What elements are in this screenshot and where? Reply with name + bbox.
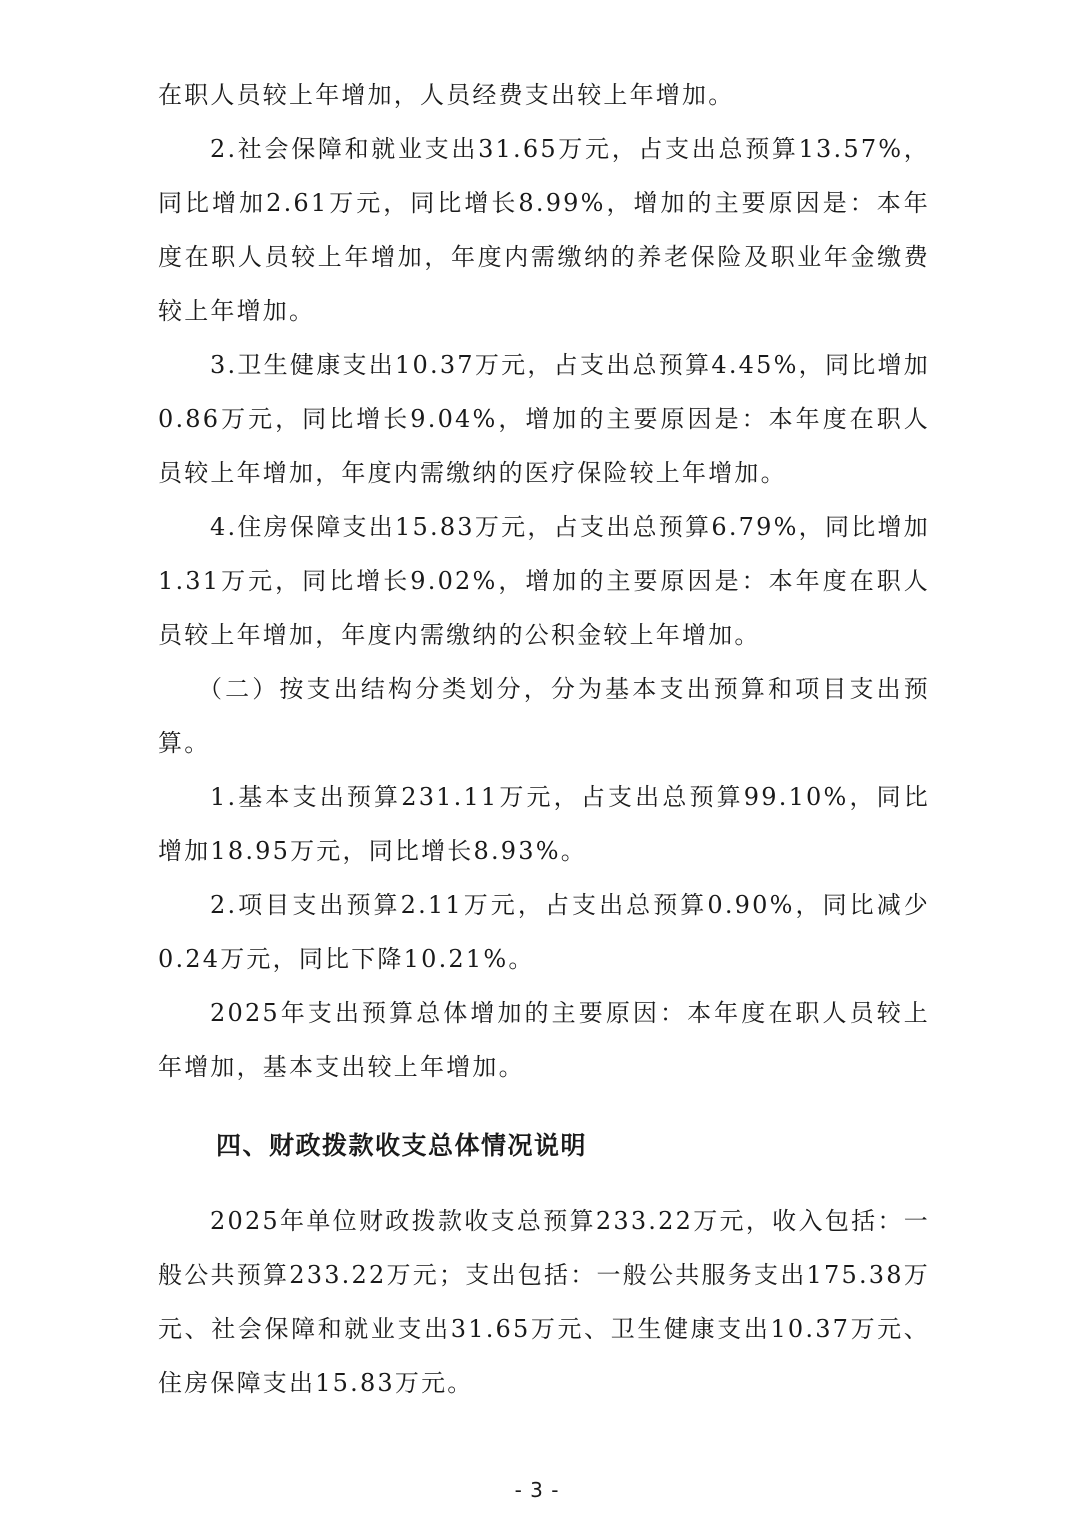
paragraph-basic-expenditure: 1.基本支出预算231.11万元，占支出总预算99.10%，同比增加18.95万元，同比增长8.93%。 [158, 783, 930, 865]
paragraph-structure-classification: （二）按支出结构分类划分，分为基本支出预算和项目支出预算。 [158, 675, 930, 757]
paragraph-overall-increase-reason: 2025年支出预算总体增加的主要原因：本年度在职人员较上年增加，基本支出较上年增加。 [158, 999, 930, 1081]
paragraph-continuation: 在职人员较上年增加，人员经费支出较上年增加。 [158, 81, 735, 109]
paragraph-health: 3.卫生健康支出10.37万元，占支出总预算4.45%，同比增加0.86万元，同比增长9.04%，增加的主要原因是：本年度在职人员较上年增加，年度内需缴纳的医疗保险较上年增加。 [158, 351, 930, 487]
document-body [158, 68, 930, 1410]
section-heading: 四、财政拨款收支总体情况说明 [216, 1131, 588, 1160]
page-number: - 3 - [514, 1478, 560, 1502]
paragraph-social-security: 2.社会保障和就业支出31.65万元，占支出总预算13.57%，同比增加2.61万元，同比增长8.99%，增加的主要原因是：本年度在职人员较上年增加，年度内需缴纳的养老保险及职业年金缴费较上年增加。 [158, 135, 930, 325]
paragraph-project-expenditure: 2.项目支出预算2.11万元，占支出总预算0.90%，同比减少0.24万元，同比下降10.21%。 [158, 891, 930, 973]
paragraph-fiscal-appropriation-summary: 2025年单位财政拨款收支总预算233.22万元，收入包括：一般公共预算233.22万元；支出包括：一般公共服务支出175.38万元、社会保障和就业支出31.65万元、卫生健康支出10.37万元、住房保障支出15.83万元。 [158, 1207, 930, 1397]
paragraph-housing: 4.住房保障支出15.83万元，占支出总预算6.79%，同比增加1.31万元，同比增长9.02%，增加的主要原因是：本年度在职人员较上年增加，年度内需缴纳的公积金较上年增加。 [158, 513, 930, 649]
